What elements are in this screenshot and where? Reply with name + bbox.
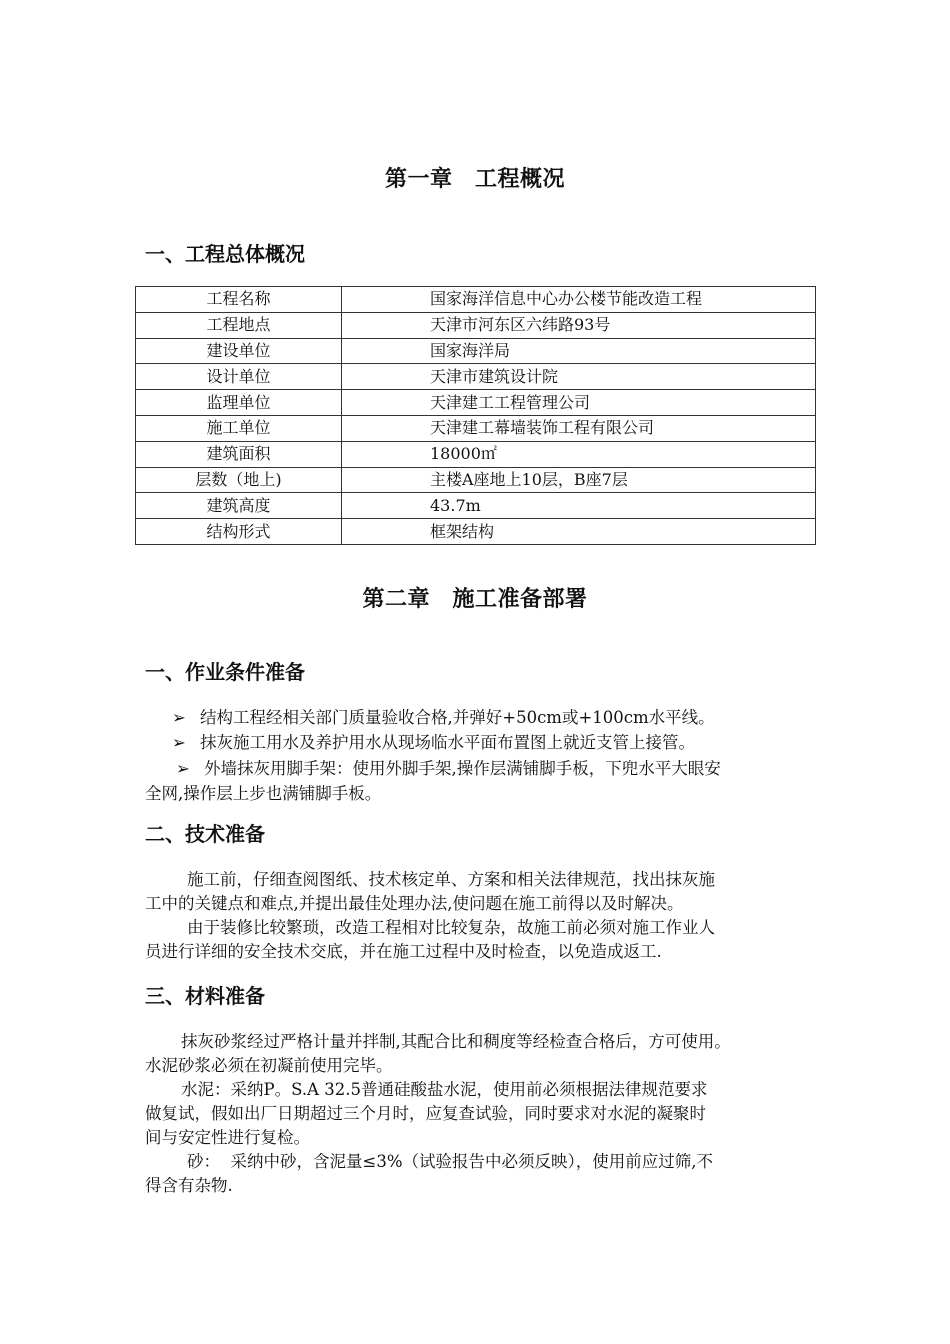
text-line: 间与安定性进行复检。 [145, 1128, 310, 1147]
table-row [136, 415, 816, 441]
table-row [136, 364, 816, 390]
table-cell-label: 建设单位 [136, 338, 342, 364]
arrow-bullet-icon: ➢ [172, 708, 186, 727]
table-cell-value: 天津市建筑设计院 [342, 364, 816, 390]
arrow-bullet-icon: ➢ [172, 733, 186, 752]
table-cell-label: 层数（地上) [136, 467, 342, 493]
technical-paragraph [145, 868, 825, 964]
list-item [176, 757, 721, 781]
list-item [172, 706, 715, 730]
section-title-technical: 二、技术准备 [145, 822, 265, 846]
text-line: 砂： 采纳中砂，含泥量≤3%（试验报告中必须反映），使用前应过筛,不 [187, 1152, 713, 1171]
table-cell-value: 天津建工幕墙装饰工程有限公司 [342, 415, 816, 441]
table-cell-value: 43.7m [342, 493, 816, 519]
list-item-continuation: 全网,操作层上步也满铺脚手板。 [145, 784, 382, 803]
table-row [136, 493, 816, 519]
text-line: 抹灰砂浆经过严格计量并拌制,其配合比和稠度等经检查合格后，方可使用。 [181, 1032, 731, 1051]
section-title-overview: 一、工程总体概况 [145, 242, 305, 266]
table-row [136, 441, 816, 467]
table-row [136, 338, 816, 364]
table-row [136, 519, 816, 545]
table-cell-value: 主楼A座地上10层，B座7层 [342, 467, 816, 493]
list-item-text: 外墙抹灰用脚手架：使用外脚手架,操作层满铺脚手板，下兜水平大眼安 [204, 759, 721, 778]
table-cell-label: 设计单位 [136, 364, 342, 390]
table-cell-value: 18000㎡ [342, 441, 816, 467]
table-cell-label: 监理单位 [136, 390, 342, 416]
chapter-title-1: 第一章 工程概况 [384, 167, 565, 192]
table-cell-label: 施工单位 [136, 415, 342, 441]
table-cell-value: 国家海洋信息中心办公楼节能改造工程 [342, 287, 816, 313]
table-cell-label: 建筑高度 [136, 493, 342, 519]
list-item-text: 结构工程经相关部门质量验收合格,并弹好+50cm或+100cm水平线。 [200, 708, 715, 727]
table-cell-value: 框架结构 [342, 519, 816, 545]
list-item [172, 731, 695, 755]
chapter-title-2: 第二章 施工准备部署 [362, 587, 588, 612]
text-line: 做复试，假如出厂日期超过三个月时，应复查试验，同时要求对水泥的凝聚时 [145, 1104, 706, 1123]
table-cell-value: 天津市河东区六纬路93号 [342, 312, 816, 338]
text-line: 得含有杂物. [145, 1176, 233, 1195]
text-line: 水泥砂浆必须在初凝前使用完毕。 [145, 1056, 393, 1075]
text-line: 施工前，仔细查阅图纸、技术核定单、方案和相关法律规范，找出抹灰施 [187, 870, 715, 889]
arrow-bullet-icon: ➢ [176, 759, 190, 778]
table-row [136, 312, 816, 338]
table-row [136, 467, 816, 493]
table-cell-label: 工程名称 [136, 287, 342, 313]
project-info-table [135, 286, 816, 545]
table-cell-label: 结构形式 [136, 519, 342, 545]
text-line: 工中的关键点和难点,并提出最佳处理办法,使问题在施工前得以及时解决。 [145, 894, 684, 913]
table-row [136, 390, 816, 416]
section-title-work-conditions: 一、作业条件准备 [145, 660, 305, 684]
materials-paragraph [145, 1030, 835, 1198]
text-line: 水泥：采纳P。S.A 32.5普通硅酸盐水泥，使用前必须根据法律规范要求 [181, 1080, 708, 1099]
table-cell-value: 天津建工工程管理公司 [342, 390, 816, 416]
table-cell-label: 工程地点 [136, 312, 342, 338]
table-row [136, 287, 816, 313]
list-item-text: 抹灰施工用水及养护用水从现场临水平面布置图上就近支管上接管。 [200, 733, 695, 752]
text-line: 员进行详细的安全技术交底，并在施工过程中及时检查，以免造成返工. [145, 942, 662, 961]
text-line: 由于装修比较繁琐，改造工程相对比较复杂，故施工前必须对施工作业人 [187, 918, 715, 937]
table-cell-value: 国家海洋局 [342, 338, 816, 364]
section-title-materials: 三、材料准备 [145, 984, 265, 1008]
table-cell-label: 建筑面积 [136, 441, 342, 467]
